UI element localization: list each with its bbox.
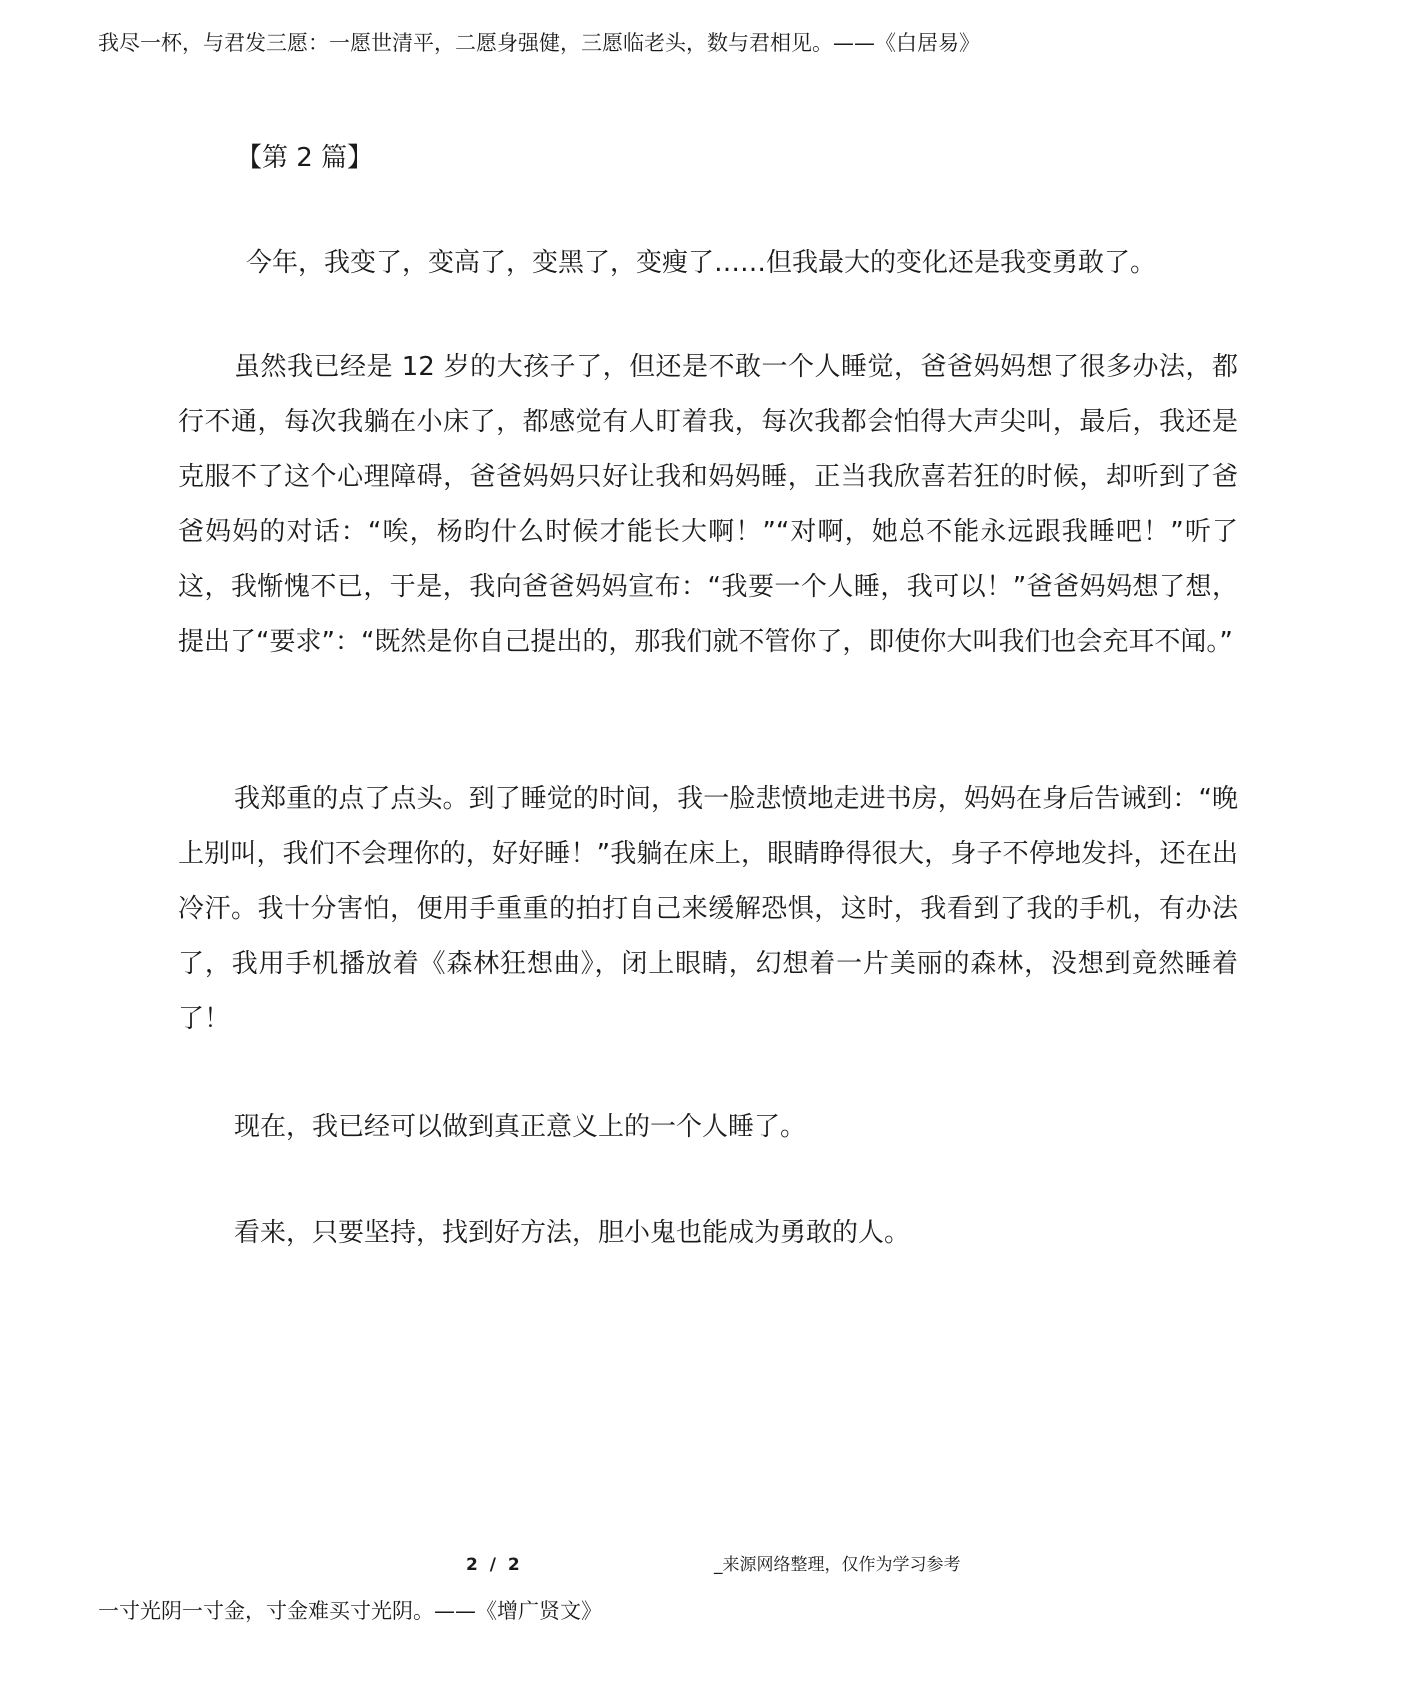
paragraph-2: 虽然我已经是 12 岁的大孩子了，但还是不敢一个人睡觉，爸爸妈妈想了很多办法，都行不通，每次我躺在小床了，都感觉有人盯着我，每次我都会怕得大声尖叫，最后，我还是克服不了这个心理障碍，爸爸妈妈只好让我和妈妈睡，正当我欣喜若狂的时候，却听到了爸爸妈妈的对话：“唉，杨昀什么时候才能长大啊！”“对啊，她总不能永远跟我睡吧！”听了这，我惭愧不已，于是，我向爸爸妈妈宣布：“我要一个人睡，我可以！”爸爸妈妈想了想，提出了“要求”：“既然是你自己提出的，那我们就不管你了，即使你大叫我们也会充耳不闻。” xyxy=(178,352,1238,657)
paragraph-5: 看来，只要坚持，找到好方法，胆小鬼也能成为勇敢的人。 xyxy=(234,1218,911,1248)
article-heading: 【第 2 篇】 xyxy=(236,143,374,173)
page-number: 2 / 2 xyxy=(466,1555,523,1575)
paragraph-3: 我郑重的点了点头。到了睡觉的时间，我一脸悲愤地走进书房，妈妈在身后告诫到：“晚上别叫，我们不会理你的，好好睡！”我躺在床上，眼睛睁得很大，身子不停地发抖，还在出冷汗。我十分害怕，便用手重重的拍打自己来缓解恐惧，这时，我看到了我的手机，有办法了，我用手机播放着《森林狂想曲》，闭上眼睛，幻想着一片美丽的森林，没想到竟然睡着了！ xyxy=(178,784,1238,1034)
source-note: _来源网络整理，仅作为学习参考 xyxy=(714,1555,961,1575)
paragraph-4: 现在，我已经可以做到真正意义上的一个人睡了。 xyxy=(234,1112,807,1142)
footer-quote: 一寸光阴一寸金，寸金难买寸光阴。——《增广贤文》 xyxy=(98,1599,602,1623)
paragraph-1: 今年，我变了，变高了，变黑了，变瘦了……但我最大的变化还是我变勇敢了。 xyxy=(246,248,1157,278)
header-quote: 我尽一杯，与君发三愿：一愿世清平，二愿身强健，三愿临老头，数与君相见。——《白居易》 xyxy=(98,31,980,55)
